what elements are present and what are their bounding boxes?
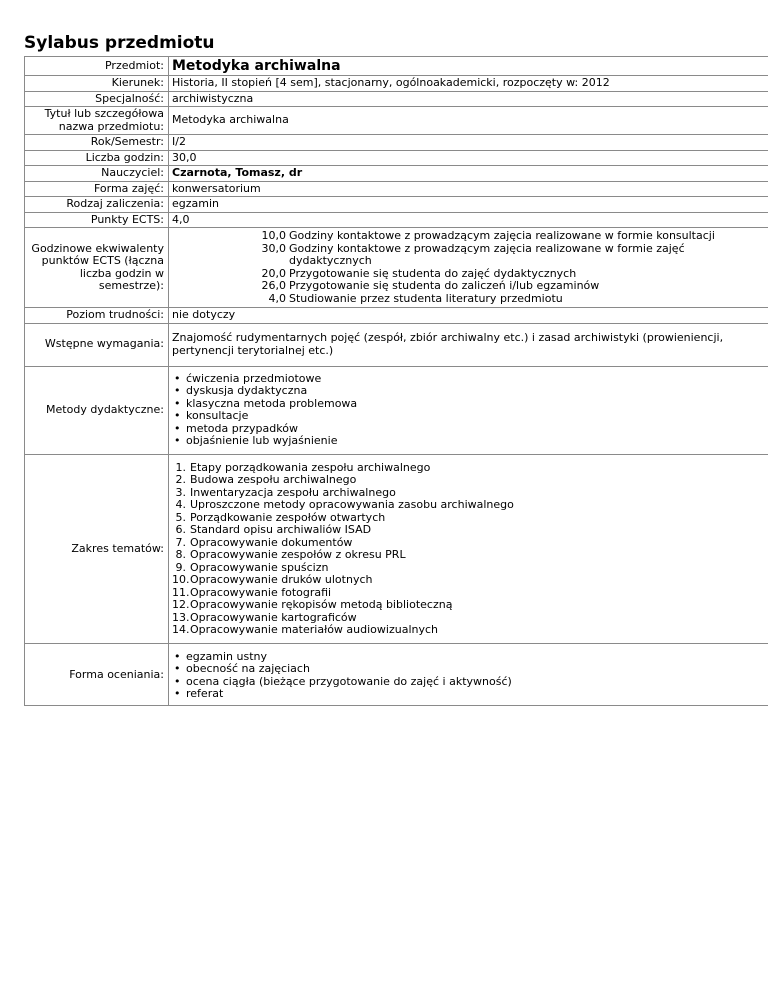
row-topics xyxy=(25,454,768,643)
topic-text: Opracowywanie dokumentów xyxy=(190,535,353,549)
row-class-form xyxy=(25,181,768,197)
topics-list-item xyxy=(172,549,766,562)
value-difficulty: nie dotyczy xyxy=(169,308,768,324)
methods-list-item: • konsultacje xyxy=(172,410,766,423)
ects-hours-desc: Godziny kontaktowe z prowadzącym zajęcia realizowane w formie zajęć dydaktycznych xyxy=(289,241,685,267)
page-title: Sylabus przedmiotu xyxy=(24,33,215,53)
topic-number: 6. xyxy=(175,523,186,536)
row-credit-type xyxy=(25,197,768,213)
value-prerequisites: Znajomość rudymentarnych pojęć (zespół, zbiór archiwalny etc.) i zasad archiwistyki (prowieniencji, pertynencji terytorialnej etc.) xyxy=(169,323,768,366)
ects-hours-value: 4,0 xyxy=(268,291,286,305)
row-hours-count xyxy=(25,150,768,166)
grading-list-item: • obecność na zajęciach xyxy=(172,663,766,676)
topic-text: Budowa zespołu archiwalnego xyxy=(190,473,357,486)
topic-text: Porządkowanie zespołów otwartych xyxy=(190,510,386,524)
value-hours-count: 30,0 xyxy=(169,150,768,166)
label-specialty: Specjalność: xyxy=(25,91,169,107)
ects-hours-value: 20,0 xyxy=(261,266,286,280)
topic-number: 13. xyxy=(172,610,190,624)
row-specialty xyxy=(25,91,768,107)
ects-hours-desc: Przygotowanie się studenta do zaliczeń i/lub egzaminów xyxy=(289,279,600,292)
syllabus-table xyxy=(24,56,768,706)
label-ects-hours: Godzinowe ekwiwalenty punktów ECTS (łączna liczba godzin w semestrze): xyxy=(25,228,169,308)
topic-text: Inwentaryzacja zespołu archiwalnego xyxy=(190,485,396,499)
label-direction: Kierunek: xyxy=(25,76,169,92)
topics-list-item xyxy=(172,624,766,637)
methods-list xyxy=(172,373,766,448)
row-ects-hours xyxy=(25,228,768,308)
topics-list-item xyxy=(172,499,766,512)
methods-list-item: • ćwiczenia przedmiotowe xyxy=(172,373,766,386)
grading-list-item: • ocena ciągła (bieżące przygotowanie do zajęć i aktywność) xyxy=(172,676,766,689)
topic-text: Opracowywanie kartograficów xyxy=(190,610,357,624)
ects-hours-item xyxy=(252,243,766,268)
value-title: Metodyka archiwalna xyxy=(169,107,768,135)
topic-text: Uproszczone metody opracowywania zasobu archiwalnego xyxy=(190,498,514,511)
ects-hours-item xyxy=(252,280,766,293)
row-year-semester xyxy=(25,135,768,151)
row-title xyxy=(25,107,768,135)
row-grading xyxy=(25,643,768,705)
label-teacher: Nauczyciel: xyxy=(25,166,169,182)
value-ects-hours xyxy=(169,228,768,308)
value-subject xyxy=(169,57,768,76)
subject-name: Metodyka archiwalna xyxy=(172,58,341,74)
label-subject: Przedmiot: xyxy=(25,57,169,76)
label-credit-type: Rodzaj zaliczenia: xyxy=(25,197,169,213)
row-direction xyxy=(25,76,768,92)
value-year-semester: I/2 xyxy=(169,135,768,151)
row-prerequisites xyxy=(25,323,768,366)
topic-number: 2. xyxy=(175,473,186,486)
ects-hours-desc: Przygotowanie się studenta do zajęć dydaktycznych xyxy=(289,266,577,280)
ects-hours-desc: Godziny kontaktowe z prowadzącym zajęcia realizowane w formie konsultacji xyxy=(289,229,715,242)
value-credit-type: egzamin xyxy=(169,197,768,213)
topic-text: Opracowywanie fotografii xyxy=(190,585,332,599)
ects-hours-value: 10,0 xyxy=(261,229,286,242)
value-specialty: archiwistyczna xyxy=(169,91,768,107)
value-topics xyxy=(169,454,768,643)
topic-number: 1. xyxy=(175,460,186,474)
label-methods: Metody dydaktyczne: xyxy=(25,366,169,454)
teacher-name: Czarnota, Tomasz, dr xyxy=(172,166,303,179)
grading-list-item: • referat xyxy=(172,688,766,701)
topic-text: Opracowywanie materiałów audiowizualnych xyxy=(190,623,438,636)
label-grading: Forma oceniania: xyxy=(25,643,169,705)
topic-text: Opracowywanie rękopisów metodą biblioteczną xyxy=(190,598,453,611)
label-title: Tytuł lub szczegółowa nazwa przedmiotu: xyxy=(25,107,169,135)
row-methods xyxy=(25,366,768,454)
label-topics: Zakres tematów: xyxy=(25,454,169,643)
topic-number: 4. xyxy=(175,498,186,511)
topic-number: 10. xyxy=(172,573,190,586)
label-difficulty: Poziom trudności: xyxy=(25,308,169,324)
row-difficulty xyxy=(25,308,768,324)
topic-number: 9. xyxy=(175,560,186,574)
topic-number: 14. xyxy=(172,623,190,636)
topic-text: Opracowywanie spuścizn xyxy=(190,560,329,574)
value-methods xyxy=(169,366,768,454)
topics-list-item xyxy=(172,474,766,487)
ects-hours-value: 26,0 xyxy=(261,279,286,292)
ects-hours-desc: Studiowanie przez studenta literatury przedmiotu xyxy=(289,291,563,305)
topic-text: Standard opisu archiwaliów ISAD xyxy=(190,523,372,536)
topics-list-item xyxy=(172,524,766,537)
value-teacher xyxy=(169,166,768,182)
grading-list xyxy=(172,651,766,701)
topic-text: Opracowywanie zespołów z okresu PRL xyxy=(190,548,406,561)
topic-number: 12. xyxy=(172,598,190,611)
ects-hours-value: 30,0 xyxy=(261,241,286,255)
topics-list-item xyxy=(172,574,766,587)
label-ects: Punkty ECTS: xyxy=(25,212,169,228)
label-class-form: Forma zajęć: xyxy=(25,181,169,197)
topic-text: Etapy porządkowania zespołu archiwalnego xyxy=(190,460,431,474)
topic-number: 3. xyxy=(175,485,186,499)
topic-number: 11. xyxy=(172,585,190,599)
value-direction: Historia, II stopień [4 sem], stacjonarny, ogólnoakademicki, rozpoczęty w: 2012 xyxy=(169,76,768,92)
topic-number: 5. xyxy=(175,510,186,524)
methods-list-item: • metoda przypadków xyxy=(172,423,766,436)
ects-hours-item xyxy=(252,230,766,243)
row-subject xyxy=(25,57,768,76)
grading-list-item: • egzamin ustny xyxy=(172,651,766,664)
ects-hours-item xyxy=(252,293,766,306)
label-prerequisites: Wstępne wymagania: xyxy=(25,323,169,366)
methods-list-item: • klasyczna metoda problemowa xyxy=(172,398,766,411)
value-class-form: konwersatorium xyxy=(169,181,768,197)
value-ects: 4,0 xyxy=(169,212,768,228)
topic-text: Opracowywanie druków ulotnych xyxy=(190,573,373,586)
value-grading xyxy=(169,643,768,705)
label-year-semester: Rok/Semestr: xyxy=(25,135,169,151)
label-hours-count: Liczba godzin: xyxy=(25,150,169,166)
topics-list-item xyxy=(172,599,766,612)
topics-list xyxy=(172,462,766,637)
ects-hours-list xyxy=(252,230,766,305)
row-ects xyxy=(25,212,768,228)
topic-number: 7. xyxy=(175,535,186,549)
topic-number: 8. xyxy=(175,548,186,561)
methods-list-item: • dyskusja dydaktyczna xyxy=(172,385,766,398)
row-teacher xyxy=(25,166,768,182)
methods-list-item: • objaśnienie lub wyjaśnienie xyxy=(172,435,766,448)
